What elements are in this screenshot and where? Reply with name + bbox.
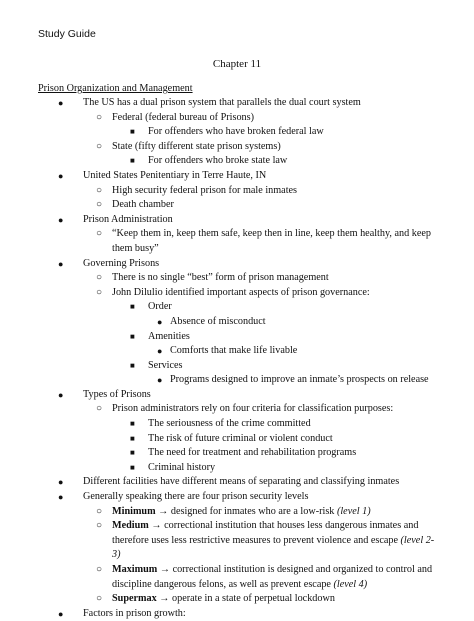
bullet-icon: ● xyxy=(157,346,163,357)
bullet-icon: ● xyxy=(58,492,64,503)
bullet-icon: ■ xyxy=(130,302,135,312)
bullet-icon: ■ xyxy=(130,156,135,166)
list-item-text xyxy=(112,227,438,256)
chapter-title: Chapter 11 xyxy=(212,58,262,70)
bullet-icon: ○ xyxy=(96,228,103,240)
list-item-text xyxy=(112,184,438,199)
list-item-text xyxy=(83,169,438,184)
list-item xyxy=(0,271,474,286)
bullet-icon: ○ xyxy=(96,272,103,284)
bullet-icon: ■ xyxy=(130,419,135,429)
list-item-text xyxy=(148,125,438,140)
list-item-text xyxy=(170,344,438,359)
term-label: Minimum xyxy=(112,505,156,517)
bullet-icon: ○ xyxy=(96,593,103,605)
bullet-icon: ○ xyxy=(96,403,103,415)
list-item xyxy=(0,563,474,592)
list-item xyxy=(0,286,474,301)
text-run: Types of Prisons xyxy=(83,388,151,400)
list-item xyxy=(0,125,474,140)
list-item xyxy=(0,359,474,374)
list-item xyxy=(0,184,474,199)
text-run: Death chamber xyxy=(112,199,174,211)
list-item-text xyxy=(148,154,438,169)
bullet-icon: ● xyxy=(58,214,64,225)
text-run: “Keep them in, keep them safe, keep then in line, keep them healthy, and keep them busy” xyxy=(112,228,431,254)
text-run: John Dilulio identified important aspects of prison governance: xyxy=(112,286,370,298)
bullet-icon: ○ xyxy=(96,505,103,517)
list-item-text xyxy=(148,461,438,476)
list-item xyxy=(0,490,474,505)
bullet-icon: ■ xyxy=(130,448,135,458)
list-item xyxy=(0,432,474,447)
list-item xyxy=(0,388,474,403)
list-item xyxy=(0,111,474,126)
list-item-text xyxy=(112,140,438,155)
list-item xyxy=(0,315,474,330)
bullet-icon: ● xyxy=(157,316,163,327)
list-item-text xyxy=(83,475,438,490)
list-item xyxy=(0,446,474,461)
list-item-text xyxy=(148,330,438,345)
list-item-text xyxy=(83,96,438,111)
bullet-icon: ○ xyxy=(96,184,103,196)
bullet-icon: ■ xyxy=(130,462,135,472)
text-run: United States Penitentiary in Terre Haute, IN xyxy=(83,169,267,181)
list-item xyxy=(0,96,474,111)
list-item xyxy=(0,402,474,417)
text-run: There is no single “best” form of prison management xyxy=(112,272,329,284)
list-item xyxy=(0,607,474,621)
list-item-text xyxy=(83,257,438,272)
list-item-text xyxy=(112,592,438,607)
bullet-icon: ● xyxy=(58,389,64,400)
bullet-icon: ○ xyxy=(96,111,103,123)
list-item xyxy=(0,505,474,520)
list-item-text xyxy=(112,111,438,126)
bullet-icon: ● xyxy=(157,375,163,386)
bullet-icon: ○ xyxy=(96,286,103,298)
bullet-icon: ● xyxy=(58,477,64,488)
bullet-icon: ● xyxy=(58,170,64,181)
list-item-text xyxy=(83,213,438,228)
text-run: Prison administrators rely on four criteria for classification purposes: xyxy=(112,403,394,415)
list-item-text xyxy=(148,359,438,374)
bullet-icon: ■ xyxy=(130,433,135,443)
bullet-icon: ● xyxy=(58,98,64,108)
list-item-text xyxy=(112,505,438,520)
text-run: Criminal history xyxy=(148,461,216,473)
text-run: The need for treatment and rehabilitation programs xyxy=(148,447,357,459)
list-item-text xyxy=(148,300,438,315)
section-heading: Prison Organization and Management xyxy=(38,83,193,94)
list-item xyxy=(0,213,474,228)
list-item-text xyxy=(112,198,438,213)
list-item xyxy=(0,330,474,345)
text-run: Services xyxy=(148,359,183,371)
list-item-text xyxy=(170,373,438,388)
list-item-text xyxy=(148,432,438,447)
list-item-text xyxy=(148,417,438,432)
text-run: Federal (federal bureau of Prisons) xyxy=(112,111,255,123)
bullet-icon: ○ xyxy=(96,564,103,575)
list-item-text xyxy=(83,388,438,403)
text-run: → designed for inmates who are a low-risk xyxy=(155,505,337,517)
list-item xyxy=(0,154,474,169)
list-item xyxy=(0,592,474,607)
level-note: (level 1) xyxy=(336,505,371,517)
text-run: Comforts that make life livable xyxy=(170,345,298,357)
bullet-icon: ● xyxy=(58,608,64,619)
list-item xyxy=(0,169,474,184)
list-item-text xyxy=(83,490,438,505)
text-run: Governing Prisons xyxy=(83,257,160,269)
text-run: Prison Administration xyxy=(83,213,173,225)
list-item-text xyxy=(112,271,438,286)
list-item xyxy=(0,227,474,256)
list-item-text xyxy=(170,315,438,330)
bullet-icon: ○ xyxy=(96,199,103,211)
text-run: For offenders who broke state law xyxy=(148,155,288,167)
list-item xyxy=(0,257,474,272)
bullet-icon: ○ xyxy=(96,140,103,152)
term-label: Supermax xyxy=(112,593,157,605)
text-run: State (fifty different state prison systems) xyxy=(112,140,281,152)
text-run: Absence of misconduct xyxy=(170,315,266,327)
bullet-icon: ■ xyxy=(130,360,135,370)
list-item xyxy=(0,417,474,432)
term-label: Medium xyxy=(112,520,149,532)
list-item xyxy=(0,198,474,213)
list-item xyxy=(0,300,474,315)
list-item xyxy=(0,475,474,490)
list-item-text xyxy=(112,563,438,592)
list-item-text xyxy=(112,519,438,563)
text-run: Programs designed to improve an inmate’s prospects on release xyxy=(170,374,429,386)
list-item-text xyxy=(148,446,438,461)
list-item xyxy=(0,373,474,388)
bullet-icon: ● xyxy=(58,258,64,269)
text-run: Different facilities have different means of separating and classifying inmates xyxy=(83,476,400,488)
text-run: Generally speaking there are four prison security levels xyxy=(83,491,309,503)
term-label: Maximum xyxy=(112,564,158,575)
text-run: The risk of future criminal or violent conduct xyxy=(148,432,333,444)
bullet-icon: ■ xyxy=(130,331,135,341)
text-run: The seriousness of the crime committed xyxy=(148,418,311,430)
text-run: High security federal prison for male inmates xyxy=(112,184,298,196)
document-header: Study Guide xyxy=(38,28,96,40)
text-run: Amenities xyxy=(148,330,190,342)
list-item-text xyxy=(83,607,438,621)
list-item xyxy=(0,140,474,155)
list-item-text xyxy=(112,402,438,417)
level-note: (level 4) xyxy=(333,578,368,590)
text-run: → correctional institution that houses less dangerous inmates and therefore uses less restrictive measures to prevent violence and escape xyxy=(112,520,419,546)
outline-list xyxy=(0,96,474,621)
text-run: Factors in prison growth: xyxy=(83,607,186,619)
level-note: (level 2-3) xyxy=(112,534,435,561)
list-item xyxy=(0,519,474,563)
text-run: → correctional institution is designed and organized to control and discipline dangerous felons, as well as prevent escape xyxy=(112,564,433,590)
text-run: → operate in a state of perpetual lockdown xyxy=(156,593,335,605)
list-item-text xyxy=(112,286,438,301)
bullet-icon: ○ xyxy=(96,520,103,532)
text-run: For offenders who have broken federal law xyxy=(148,126,324,138)
text-run: Order xyxy=(148,301,172,313)
list-item xyxy=(0,461,474,476)
list-item xyxy=(0,344,474,359)
text-run: The US has a dual prison system that parallels the dual court system xyxy=(83,97,361,108)
bullet-icon: ■ xyxy=(130,127,135,137)
